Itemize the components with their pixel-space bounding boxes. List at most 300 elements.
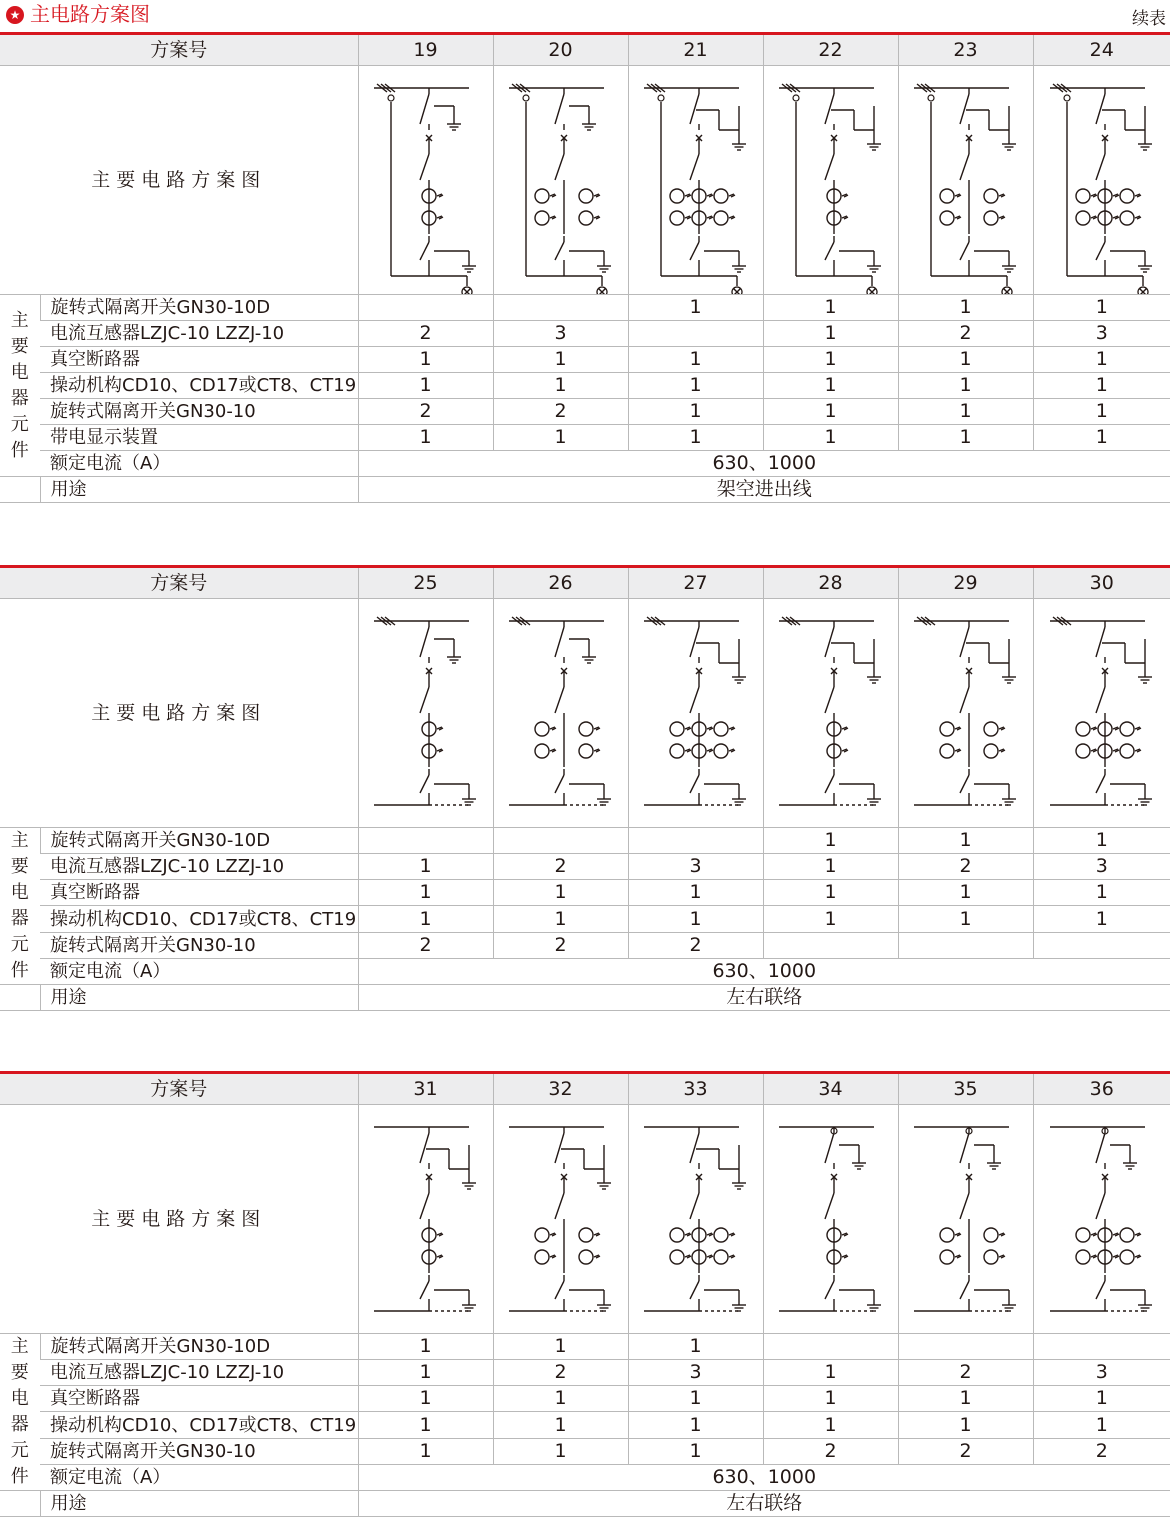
- breaker-blade: [555, 687, 564, 713]
- group-char: 件: [10, 960, 29, 981]
- upper-switch-blade: [825, 94, 834, 124]
- component-qty: 1: [763, 373, 898, 399]
- component-qty: 1: [898, 373, 1033, 399]
- component-qty: 1: [1033, 828, 1170, 854]
- component-row: [0, 854, 1170, 880]
- component-qty: 1: [628, 1386, 763, 1412]
- component-qty: [358, 295, 493, 321]
- breaker-blade: [960, 1193, 969, 1219]
- scheme-table-2: [0, 565, 1170, 1011]
- circuit-diagram: [509, 617, 611, 805]
- scheme-number: 36: [1033, 1073, 1170, 1105]
- component-label: 电流互感器LZJC-10 LZZJ-10: [40, 1360, 358, 1386]
- component-label: 操动机构CD10、CD17或CT8、CT19: [40, 1412, 358, 1438]
- component-qty: 2: [493, 932, 628, 958]
- component-row: [0, 1412, 1170, 1438]
- rated-current-value: 630、1000: [358, 958, 1170, 984]
- component-qty: 1: [358, 347, 493, 373]
- component-qty: 1: [628, 1412, 763, 1438]
- lower-switch-blade: [960, 775, 969, 793]
- scheme-number: 23: [898, 34, 1033, 66]
- ct-icon: [1076, 1250, 1090, 1264]
- usage-value: 架空进出线: [358, 477, 1170, 503]
- scheme-number-row: [0, 34, 1170, 66]
- component-qty: 1: [763, 321, 898, 347]
- circuit-diagram-svg: [764, 1105, 898, 1333]
- group-char: 器: [10, 1414, 29, 1435]
- lower-switch-blade: [555, 1281, 564, 1299]
- component-label: 电流互感器LZJC-10 LZZJ-10: [40, 321, 358, 347]
- diagram-row: [0, 599, 1170, 828]
- circuit-diagram-cell: [358, 66, 493, 295]
- component-row: [0, 321, 1170, 347]
- breaker-blade: [1096, 154, 1105, 180]
- breaker-blade: [825, 1193, 834, 1219]
- component-qty: 2: [493, 399, 628, 425]
- terminal-icon: [928, 95, 934, 101]
- component-qty: 1: [1033, 347, 1170, 373]
- component-qty: [898, 932, 1033, 958]
- component-qty: 1: [358, 1334, 493, 1360]
- component-qty: [1033, 932, 1170, 958]
- group-char: 要: [10, 1362, 29, 1383]
- circuit-diagram: [914, 84, 1016, 294]
- ct-icon: [984, 722, 998, 736]
- component-qty: 1: [493, 425, 628, 451]
- breaker-blade: [690, 1193, 699, 1219]
- upper-switch-blade: [690, 1133, 699, 1163]
- circuit-diagram-svg: [899, 1105, 1033, 1333]
- scheme-number-header: 方案号: [0, 1073, 358, 1105]
- component-group-label: [0, 828, 40, 985]
- ct-icon: [714, 211, 728, 225]
- breaker-blade: [420, 687, 429, 713]
- circuit-diagram: [644, 1127, 746, 1311]
- component-qty: 1: [628, 295, 763, 321]
- component-qty: 1: [898, 1386, 1033, 1412]
- upper-switch-blade: [690, 94, 699, 124]
- scheme-table-1: [0, 32, 1170, 503]
- diagram-row: [0, 66, 1170, 295]
- circuit-diagram-svg: [629, 66, 763, 294]
- component-qty: 1: [358, 906, 493, 932]
- circuit-diagram: [374, 1127, 476, 1311]
- component-row: [0, 880, 1170, 906]
- usage-label: 用途: [40, 985, 358, 1011]
- component-qty: 1: [898, 347, 1033, 373]
- ct-icon: [535, 189, 549, 203]
- circuit-diagram-cell: [898, 66, 1033, 295]
- component-label: 旋转式隔离开关GN30-10D: [40, 828, 358, 854]
- scheme-number: 29: [898, 567, 1033, 599]
- upper-switch-blade: [960, 1133, 969, 1163]
- usage-value: 左右联络: [358, 985, 1170, 1011]
- component-qty: 1: [493, 906, 628, 932]
- ct-icon: [984, 189, 998, 203]
- component-qty: 1: [628, 399, 763, 425]
- component-qty: 3: [1033, 1360, 1170, 1386]
- component-qty: 1: [628, 906, 763, 932]
- circuit-diagram-svg: [899, 599, 1033, 827]
- lower-switch-blade: [690, 1281, 699, 1299]
- component-qty: 1: [763, 347, 898, 373]
- component-qty: 1: [763, 399, 898, 425]
- component-qty: 1: [898, 880, 1033, 906]
- circuit-diagram-cell: [493, 599, 628, 828]
- breaker-blade: [420, 1193, 429, 1219]
- circuit-diagram: [509, 1127, 611, 1311]
- breaker-blade: [690, 154, 699, 180]
- ct-icon: [670, 1250, 684, 1264]
- group-char: 电: [10, 1388, 29, 1409]
- component-qty: 3: [628, 854, 763, 880]
- ct-icon: [984, 1250, 998, 1264]
- component-row: [0, 1438, 1170, 1464]
- lower-switch-blade: [420, 775, 429, 793]
- circuit-diagram: [509, 84, 611, 294]
- circuit-diagram-svg: [359, 1105, 493, 1333]
- component-qty: [763, 932, 898, 958]
- component-row: [0, 1386, 1170, 1412]
- breaker-blade: [960, 154, 969, 180]
- component-qty: 1: [1033, 373, 1170, 399]
- ct-icon: [1076, 744, 1090, 758]
- lower-switch-blade: [960, 1281, 969, 1299]
- group-char: 元: [10, 934, 29, 955]
- circuit-diagram: [779, 84, 881, 294]
- ct-icon: [714, 744, 728, 758]
- breaker-blade: [555, 1193, 564, 1219]
- scheme-number: 35: [898, 1073, 1033, 1105]
- ct-icon: [940, 744, 954, 758]
- scheme-number: 34: [763, 1073, 898, 1105]
- upper-switch-blade: [420, 94, 429, 124]
- circuit-diagram-svg: [629, 1105, 763, 1333]
- component-qty: 1: [1033, 1412, 1170, 1438]
- ct-icon: [670, 722, 684, 736]
- component-row: [0, 932, 1170, 958]
- component-qty: 2: [898, 1360, 1033, 1386]
- circuit-diagram-cell: [898, 1105, 1033, 1334]
- component-qty: [358, 828, 493, 854]
- ct-icon: [535, 722, 549, 736]
- ct-icon: [1120, 1228, 1134, 1242]
- circuit-diagram-svg: [764, 599, 898, 827]
- ct-icon: [940, 211, 954, 225]
- component-qty: 1: [628, 880, 763, 906]
- circuit-diagram-cell: [1033, 66, 1170, 295]
- component-label: 真空断路器: [40, 880, 358, 906]
- component-label: 旋转式隔离开关GN30-10D: [40, 295, 358, 321]
- component-label: 操动机构CD10、CD17或CT8、CT19: [40, 373, 358, 399]
- circuit-diagram-cell: [628, 66, 763, 295]
- upper-switch-blade: [555, 1133, 564, 1163]
- upper-switch-blade: [960, 627, 969, 657]
- circuit-diagram-cell: [493, 1105, 628, 1334]
- circuit-diagram-cell: [763, 66, 898, 295]
- lower-switch-blade: [825, 775, 834, 793]
- circuit-diagram: [914, 617, 1016, 805]
- ct-icon: [940, 1228, 954, 1242]
- component-qty: 1: [763, 906, 898, 932]
- ct-icon: [714, 1250, 728, 1264]
- ct-icon: [1120, 211, 1134, 225]
- usage-label: 用途: [40, 1491, 358, 1517]
- lower-switch-blade: [825, 242, 834, 260]
- component-qty: 1: [358, 373, 493, 399]
- component-qty: 2: [628, 932, 763, 958]
- lower-switch-blade: [960, 242, 969, 260]
- page-title: 主电路方案图: [30, 2, 150, 26]
- component-qty: 1: [493, 373, 628, 399]
- component-qty: 1: [898, 399, 1033, 425]
- circuit-diagram: [374, 84, 476, 294]
- scheme-number: 26: [493, 567, 628, 599]
- ct-icon: [714, 1228, 728, 1242]
- circuit-diagram-cell: [763, 1105, 898, 1334]
- scheme-number: 19: [358, 34, 493, 66]
- ct-icon: [1076, 211, 1090, 225]
- terminal-icon: [793, 95, 799, 101]
- component-qty: 1: [898, 295, 1033, 321]
- component-qty: 1: [358, 425, 493, 451]
- circuit-diagram-cell: [763, 599, 898, 828]
- group-char: 件: [10, 1466, 29, 1487]
- component-label: 旋转式隔离开关GN30-10: [40, 932, 358, 958]
- component-qty: 1: [1033, 1386, 1170, 1412]
- lower-switch-blade: [1096, 775, 1105, 793]
- rated-current-value: 630、1000: [358, 1464, 1170, 1490]
- terminal-icon: [1064, 95, 1070, 101]
- ct-icon: [984, 211, 998, 225]
- ct-icon: [714, 189, 728, 203]
- breaker-blade: [825, 154, 834, 180]
- component-row: [0, 399, 1170, 425]
- ct-icon: [535, 1250, 549, 1264]
- component-qty: 2: [898, 854, 1033, 880]
- circuit-diagram-svg: [359, 599, 493, 827]
- lower-switch-blade: [690, 775, 699, 793]
- component-qty: 1: [763, 425, 898, 451]
- component-qty: 2: [358, 321, 493, 347]
- circuit-diagram-svg: [494, 1105, 628, 1333]
- ct-icon: [535, 1228, 549, 1242]
- ct-icon: [579, 1228, 593, 1242]
- breaker-blade: [1096, 1193, 1105, 1219]
- usage-spacer: [0, 477, 40, 503]
- component-qty: 2: [358, 399, 493, 425]
- ct-icon: [984, 744, 998, 758]
- ct-icon: [670, 189, 684, 203]
- ct-icon: [579, 189, 593, 203]
- upper-switch-blade: [825, 1133, 834, 1163]
- circuit-diagram-cell: [358, 1105, 493, 1334]
- upper-switch-blade: [420, 1133, 429, 1163]
- scheme-number: 22: [763, 34, 898, 66]
- upper-switch-blade: [555, 627, 564, 657]
- component-qty: 3: [493, 321, 628, 347]
- component-group-label: [0, 1334, 40, 1491]
- component-row: [0, 1360, 1170, 1386]
- ct-icon: [940, 189, 954, 203]
- component-row: [0, 1334, 1170, 1360]
- lower-switch-blade: [555, 775, 564, 793]
- diagram-row: [0, 1105, 1170, 1334]
- scheme-number: 32: [493, 1073, 628, 1105]
- rated-current-label: 额定电流（A）: [40, 1464, 358, 1490]
- group-char: 器: [10, 908, 29, 929]
- component-row: [0, 828, 1170, 854]
- usage-row: [0, 985, 1170, 1011]
- scheme-number-row: [0, 1073, 1170, 1105]
- component-label: 带电显示装置: [40, 425, 358, 451]
- ct-icon: [535, 211, 549, 225]
- component-group-label: [0, 295, 40, 477]
- usage-value: 左右联络: [358, 1491, 1170, 1517]
- circuit-diagram-cell: [358, 599, 493, 828]
- component-qty: 2: [763, 1438, 898, 1464]
- ct-icon: [940, 1250, 954, 1264]
- breaker-blade: [960, 687, 969, 713]
- terminal-icon: [388, 95, 394, 101]
- ct-icon: [579, 1250, 593, 1264]
- component-qty: 1: [1033, 399, 1170, 425]
- ct-icon: [579, 722, 593, 736]
- component-label: 真空断路器: [40, 1386, 358, 1412]
- usage-row: [0, 1491, 1170, 1517]
- circuit-diagram-svg: [629, 599, 763, 827]
- ct-icon: [1120, 189, 1134, 203]
- component-qty: 1: [628, 425, 763, 451]
- circuit-diagram-svg: [1035, 1105, 1169, 1333]
- ct-icon: [1076, 722, 1090, 736]
- scheme-number: 24: [1033, 34, 1170, 66]
- circuit-diagram-cell: [628, 599, 763, 828]
- scheme-number: 21: [628, 34, 763, 66]
- circuit-diagram-svg: [1035, 599, 1169, 827]
- component-qty: 1: [358, 1360, 493, 1386]
- component-qty: 1: [1033, 880, 1170, 906]
- rated-current-row: [0, 451, 1170, 477]
- scheme-number: 25: [358, 567, 493, 599]
- component-qty: 1: [763, 880, 898, 906]
- component-qty: [763, 1334, 898, 1360]
- page-header: [0, 0, 1170, 34]
- scheme-number: 28: [763, 567, 898, 599]
- upper-switch-blade: [1096, 94, 1105, 124]
- component-qty: [628, 321, 763, 347]
- scheme-number: 33: [628, 1073, 763, 1105]
- group-char: 要: [10, 335, 29, 357]
- component-qty: 1: [358, 1386, 493, 1412]
- component-qty: 1: [763, 1412, 898, 1438]
- component-row: [0, 295, 1170, 321]
- lower-switch-blade: [420, 1281, 429, 1299]
- circuit-diagram: [1050, 617, 1152, 805]
- component-qty: 1: [493, 1334, 628, 1360]
- continued-label: 续表: [1132, 9, 1166, 29]
- component-label: 操动机构CD10、CD17或CT8、CT19: [40, 906, 358, 932]
- component-qty: 1: [763, 295, 898, 321]
- component-qty: 2: [1033, 1438, 1170, 1464]
- circuit-diagram-cell: [628, 1105, 763, 1334]
- component-qty: 1: [493, 1438, 628, 1464]
- component-qty: 2: [358, 932, 493, 958]
- scheme-number-row: [0, 567, 1170, 599]
- component-qty: 1: [1033, 906, 1170, 932]
- group-char: 电: [10, 882, 29, 903]
- circuit-diagram: [914, 1127, 1016, 1311]
- component-label: 旋转式隔离开关GN30-10: [40, 1438, 358, 1464]
- circuit-diagram: [644, 617, 746, 805]
- lower-switch-blade: [555, 242, 564, 260]
- terminal-icon: [658, 95, 664, 101]
- circuit-diagram-cell: [1033, 599, 1170, 828]
- breaker-blade: [1096, 687, 1105, 713]
- component-label: 电流互感器LZJC-10 LZZJ-10: [40, 854, 358, 880]
- component-qty: 1: [628, 1438, 763, 1464]
- component-qty: 3: [628, 1360, 763, 1386]
- ct-icon: [579, 744, 593, 758]
- usage-row: [0, 477, 1170, 503]
- upper-switch-blade: [1096, 627, 1105, 657]
- terminal-icon: [523, 95, 529, 101]
- component-qty: 1: [763, 854, 898, 880]
- circuit-diagram: [779, 617, 881, 805]
- component-row: [0, 373, 1170, 399]
- usage-spacer: [0, 1491, 40, 1517]
- star-icon: ★: [6, 6, 24, 24]
- breaker-blade: [825, 687, 834, 713]
- circuit-diagram: [374, 617, 476, 805]
- group-char: 主: [10, 309, 29, 331]
- component-qty: 1: [763, 1360, 898, 1386]
- component-qty: 2: [898, 321, 1033, 347]
- group-char: 器: [10, 387, 29, 409]
- group-char: 主: [10, 830, 29, 851]
- ct-icon: [670, 1228, 684, 1242]
- ct-icon: [579, 211, 593, 225]
- component-label: 真空断路器: [40, 347, 358, 373]
- circuit-diagram: [644, 84, 746, 294]
- upper-switch-blade: [1096, 1133, 1105, 1163]
- diagram-label: 主要电路方案图: [0, 66, 358, 295]
- scheme-number: 31: [358, 1073, 493, 1105]
- component-qty: 1: [1033, 425, 1170, 451]
- rated-current-label: 额定电流（A）: [40, 958, 358, 984]
- group-char: 主: [10, 1336, 29, 1357]
- component-label: 旋转式隔离开关GN30-10D: [40, 1334, 358, 1360]
- ct-icon: [670, 744, 684, 758]
- circuit-diagram: [779, 1127, 881, 1311]
- component-qty: 3: [1033, 854, 1170, 880]
- ct-icon: [714, 722, 728, 736]
- diagram-label: 主要电路方案图: [0, 1105, 358, 1334]
- upper-switch-blade: [960, 94, 969, 124]
- component-row: [0, 425, 1170, 451]
- breaker-blade: [555, 154, 564, 180]
- component-qty: 1: [1033, 295, 1170, 321]
- ct-icon: [1120, 1250, 1134, 1264]
- scheme-number-header: 方案号: [0, 34, 358, 66]
- circuit-diagram-cell: [898, 599, 1033, 828]
- rated-current-label: 额定电流（A）: [40, 451, 358, 477]
- group-char: 件: [10, 439, 29, 461]
- component-qty: 1: [628, 347, 763, 373]
- circuit-diagram-svg: [494, 66, 628, 294]
- component-qty: 1: [493, 1386, 628, 1412]
- circuit-diagram: [1050, 1127, 1152, 1311]
